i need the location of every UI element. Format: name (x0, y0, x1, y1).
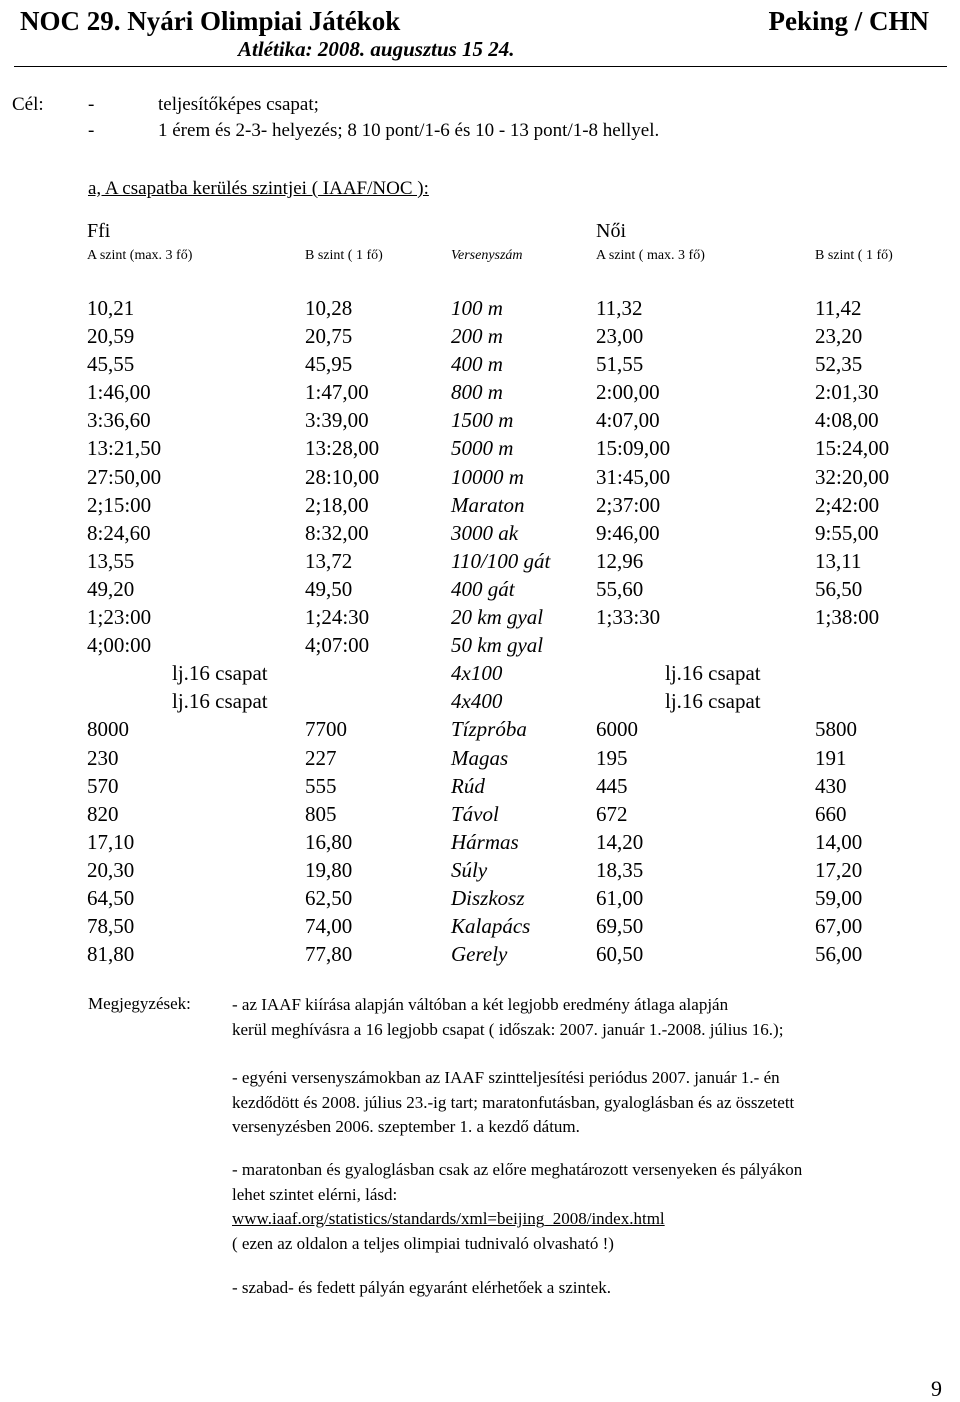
note-relay (232, 993, 783, 1042)
table-row (0, 380, 960, 408)
note-line: lehet szintet elérni, lásd: (232, 1184, 398, 1204)
men-a-value: 2;15:00 (87, 492, 152, 517)
table-row (0, 408, 960, 436)
men-b-value: 20,75 (305, 324, 353, 349)
table-row (0, 661, 960, 689)
women-b-value: 56,00 (815, 942, 863, 967)
men-a-value: 4;00:00 (87, 633, 152, 658)
men-b-value: 49,50 (305, 576, 353, 601)
table-row (0, 689, 960, 717)
men-a-value: 1:46,00 (87, 380, 151, 405)
note-line: - maratonban és gyaloglásban csak az előre meghatározott versenyeken és pályákon (232, 1160, 803, 1179)
men-a-value: 8000 (87, 717, 129, 742)
women-a-value: 31:45,00 (596, 464, 671, 489)
women-a-value: 23,00 (596, 324, 644, 349)
event-name: Maraton (451, 492, 525, 517)
event-name: 20 km gyal (451, 605, 544, 630)
men-a-value: 49,20 (87, 576, 135, 601)
section-heading: a, A csapatba kerülés szintjei ( IAAF/NOC ): (88, 178, 429, 199)
note-line: - szabad- és fedett pályán egyaránt elérhetőek a szintek. (232, 1278, 612, 1297)
women-b-value: 11,42 (815, 296, 862, 320)
event-name: 800 m (451, 380, 503, 405)
men-b-value: 13:28,00 (305, 436, 380, 461)
men-a-value: 27:50,00 (87, 464, 162, 489)
men-b-value: 805 (305, 801, 337, 826)
men-a-value: 64,50 (87, 885, 135, 910)
women-b-value: 660 (815, 801, 847, 826)
women-a-value: 12,96 (596, 548, 644, 573)
table-row (0, 324, 960, 352)
women-group-heading: Női (596, 220, 626, 242)
women-b-value: 17,20 (815, 857, 863, 882)
women-a-value: 1;33:30 (596, 605, 661, 630)
women-a-value: 672 (596, 801, 628, 826)
note-line: - egyéni versenyszámokban az IAAF szintteljesítési periódus 2007. január 1.- én (232, 1068, 780, 1087)
women-b-value: 9:55,00 (815, 520, 879, 545)
men-b-value: 74,00 (305, 914, 353, 939)
table-row (0, 352, 960, 380)
men-a-value: 20,30 (87, 857, 135, 882)
women-b-value: 56,50 (815, 576, 863, 601)
men-b-value: 1:47,00 (305, 380, 369, 405)
men-b-value: 555 (305, 773, 337, 798)
women-a-value: lj.16 csapat (665, 661, 761, 686)
table-row (0, 521, 960, 549)
table-row (0, 942, 960, 970)
men-a-value: 1;23:00 (87, 605, 152, 630)
women-a-value: 14,20 (596, 829, 644, 854)
men-b-value: 4;07:00 (305, 633, 370, 658)
page-subtitle: Atlétika: 2008. augusztus 15 24. (238, 37, 515, 61)
men-b-value: 227 (305, 745, 337, 770)
men-a-value: 45,55 (87, 352, 135, 377)
women-a-value: 195 (596, 745, 628, 770)
women-b-value: 67,00 (815, 914, 863, 939)
men-b-value: 7700 (305, 717, 347, 742)
women-a-value: 4:07,00 (596, 408, 660, 433)
men-a-value: 17,10 (87, 829, 135, 854)
col-header-men-a: A szint (max. 3 fő) (87, 248, 193, 263)
men-a-value: 78,50 (87, 914, 135, 939)
table-row (0, 830, 960, 858)
event-name: Távol (451, 801, 499, 826)
men-a-value: lj.16 csapat (172, 661, 268, 686)
table-row (0, 465, 960, 493)
women-a-value: 2:00,00 (596, 380, 660, 405)
goal-dash: - (88, 120, 95, 141)
note-line: kezdődött és 2008. július 23.-ig tart; maratonfutásban, gyaloglásban és az összetett (232, 1092, 795, 1112)
event-name: 50 km gyal (451, 633, 544, 658)
col-header-women-b: B szint ( 1 fő) (815, 248, 893, 263)
event-name: 200 m (451, 324, 503, 349)
women-b-value: 191 (815, 745, 847, 770)
men-a-value: 8:24,60 (87, 520, 151, 545)
header-divider (14, 66, 947, 67)
event-name: 400 gát (451, 576, 515, 601)
men-a-value: 13:21,50 (87, 436, 162, 461)
table-row (0, 633, 960, 661)
men-b-value: 1;24:30 (305, 605, 370, 630)
table-row (0, 493, 960, 521)
event-name: Tízpróba (451, 717, 527, 742)
men-a-value: 570 (87, 773, 119, 798)
women-b-value: 14,00 (815, 829, 863, 854)
notes-label: Megjegyzések: (88, 994, 191, 1013)
men-a-value: lj.16 csapat (172, 689, 268, 714)
men-a-value: 820 (87, 801, 119, 826)
women-a-value: 9:46,00 (596, 520, 660, 545)
event-name: Rúd (451, 773, 485, 798)
women-b-value: 4:08,00 (815, 408, 879, 433)
table-row (0, 774, 960, 802)
women-a-value: 2;37:00 (596, 492, 661, 517)
event-name: Gerely (451, 942, 508, 967)
table-row (0, 858, 960, 886)
women-b-value: 59,00 (815, 885, 863, 910)
note-line: kerül meghívásra a 16 legjobb csapat ( időszak: 2007. január 1.-2008. július 16.); (232, 1019, 784, 1039)
women-a-value: 18,35 (596, 857, 644, 882)
women-a-value: lj.16 csapat (665, 689, 761, 714)
table-row (0, 914, 960, 942)
women-a-value: 60,50 (596, 942, 644, 967)
event-name: 5000 m (451, 436, 514, 461)
men-a-value: 13,55 (87, 548, 135, 573)
women-a-value: 69,50 (596, 914, 644, 939)
women-a-value: 11,32 (596, 296, 643, 320)
col-header-women-a: A szint ( max. 3 fő) (596, 248, 705, 263)
note-marathon (232, 1158, 802, 1256)
note-line: - az IAAF kiírása alapján váltóban a két legjobb eredmény átlaga alapján (232, 995, 729, 1014)
men-b-value: 45,95 (305, 352, 353, 377)
event-name: 3000 ak (451, 520, 519, 545)
table-row (0, 436, 960, 464)
women-a-value: 6000 (596, 717, 638, 742)
table-row (0, 549, 960, 577)
men-b-value: 62,50 (305, 885, 353, 910)
table-row (0, 296, 960, 324)
women-b-value: 15:24,00 (815, 436, 890, 461)
event-name: 4x100 (451, 661, 503, 686)
event-name: 1500 m (451, 408, 514, 433)
women-b-value: 2;42:00 (815, 492, 880, 517)
event-name: 10000 m (451, 464, 524, 489)
men-a-value: 81,80 (87, 942, 135, 967)
men-group-heading: Ffi (87, 220, 111, 242)
note-period (232, 1066, 794, 1140)
men-b-value: 2;18,00 (305, 492, 369, 517)
table-row (0, 886, 960, 914)
women-a-value: 55,60 (596, 576, 644, 601)
women-a-value: 61,00 (596, 885, 644, 910)
event-name: Súly (451, 857, 488, 882)
note-line: ( ezen az oldalon a teljes olimpiai tudnivaló olvasható !) (232, 1233, 614, 1253)
women-b-value: 13,11 (815, 548, 862, 573)
men-a-value: 20,59 (87, 324, 135, 349)
page-title: NOC 29. Nyári Olimpiai Játékok (20, 6, 401, 36)
men-b-value: 3:39,00 (305, 408, 369, 433)
women-b-value: 1;38:00 (815, 605, 880, 630)
table-row (0, 577, 960, 605)
women-a-value: 15:09,00 (596, 436, 671, 461)
women-b-value: 2:01,30 (815, 380, 879, 405)
event-name: Diszkosz (451, 885, 525, 910)
women-b-value: 430 (815, 773, 847, 798)
event-name: Hármas (451, 829, 519, 854)
table-row (0, 746, 960, 774)
table-row (0, 717, 960, 745)
men-b-value: 28:10,00 (305, 464, 380, 489)
goal-item: teljesítőképes csapat; (158, 94, 319, 115)
note-indoor (232, 1276, 611, 1301)
page-number: 9 (931, 1376, 942, 1401)
goal-label: Cél: (12, 94, 44, 115)
col-header-event: Versenyszám (451, 248, 523, 263)
women-b-value: 5800 (815, 717, 857, 742)
men-a-value: 3:36,60 (87, 408, 151, 433)
women-a-value: 445 (596, 773, 628, 798)
men-b-value: 19,80 (305, 857, 353, 882)
goal-dash: - (88, 94, 95, 115)
table-row (0, 605, 960, 633)
women-b-value: 23,20 (815, 324, 863, 349)
women-b-value: 52,35 (815, 352, 863, 377)
men-a-value: 10,21 (87, 296, 135, 320)
note-line: versenyzésben 2006. szeptember 1. a kezdő dátum. (232, 1117, 580, 1136)
men-b-value: 10,28 (305, 296, 353, 320)
iaaf-standards-link[interactable]: www.iaaf.org/statistics/standards/xml=beijing_2008/index.html (232, 1209, 665, 1228)
event-name: Magas (451, 745, 509, 770)
goal-item: 1 érem és 2-3- helyezés; 8 10 pont/1-6 és 10 - 13 pont/1-8 hellyel. (158, 120, 660, 141)
men-b-value: 77,80 (305, 942, 353, 967)
location-title: Peking / CHN (768, 6, 929, 36)
event-name: 400 m (451, 352, 503, 377)
standards-table (0, 296, 960, 970)
event-name: 4x400 (451, 689, 503, 714)
men-b-value: 13,72 (305, 548, 353, 573)
men-a-value: 230 (87, 745, 119, 770)
men-b-value: 16,80 (305, 829, 353, 854)
women-b-value: 32:20,00 (815, 464, 890, 489)
event-name: 110/100 gát (451, 548, 551, 573)
table-row (0, 802, 960, 830)
event-name: 100 m (451, 296, 503, 320)
event-name: Kalapács (451, 914, 531, 939)
men-b-value: 8:32,00 (305, 520, 369, 545)
women-a-value: 51,55 (596, 352, 644, 377)
col-header-men-b: B szint ( 1 fő) (305, 248, 383, 263)
